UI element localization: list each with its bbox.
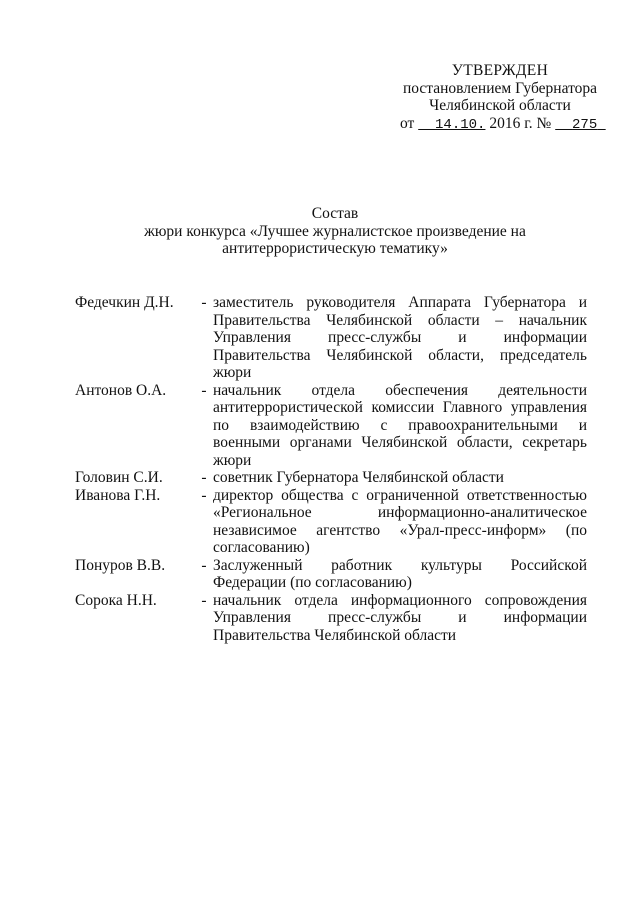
approval-authority: постановлением Губернатора	[402, 79, 598, 97]
approval-date-line	[400, 115, 600, 135]
approval-region: Челябинской области	[429, 97, 571, 114]
title-line-2: жюри конкурса «Лучшее журналистское произведение на	[144, 222, 526, 240]
member-name: Иванова Г.Н.	[75, 486, 161, 504]
member-row	[75, 487, 587, 557]
member-dash: -	[201, 294, 207, 311]
member-description: начальник отдела информационного сопровождения Управления пресс-службы и информации Правительства Челябинской области	[213, 591, 587, 644]
approval-stamp	[400, 62, 600, 134]
member-row	[75, 294, 587, 382]
date-prefix: от	[400, 114, 415, 132]
member-dash: -	[201, 591, 207, 609]
title-line-3: антитеррористическую тематику»	[222, 240, 448, 257]
member-description: директор общества с ограниченной ответственностью «Региональное информационно-аналитическое независимое агентство «Урал-пресс-информ» (по согласованию)	[213, 486, 587, 556]
title-line-1: Состав	[311, 205, 359, 222]
member-description: заместитель руководителя Аппарата Губернатора и Правительства Челябинской области – начальник Управления пресс-службы и информации Правительства Челябинской области, председатель жюри	[213, 294, 587, 381]
member-name: Антонов О.А.	[75, 381, 167, 399]
member-name: Сорока Н.Н.	[75, 591, 157, 609]
member-row	[75, 382, 587, 470]
member-row	[75, 592, 587, 645]
date-year: 2016 г. №	[489, 114, 552, 132]
member-name: Головин С.И.	[75, 469, 163, 486]
member-row	[75, 469, 587, 487]
member-dash: -	[201, 556, 207, 574]
member-description: Заслуженный работник культуры Российской Федерации (по согласованию)	[213, 556, 587, 591]
date-value: 14.10.	[435, 116, 486, 133]
member-dash: -	[201, 469, 207, 486]
member-description: начальник отдела обеспечения деятельности антитеррористической комиссии Главного управления по взаимодействию с правоохранительными и военными органами Челябинской области, секретарь жюри	[213, 381, 587, 469]
member-name: Понуров В.В.	[75, 556, 166, 574]
member-row	[75, 557, 587, 592]
document-number: 275	[572, 116, 598, 133]
document-title	[110, 205, 560, 258]
member-dash: -	[201, 486, 207, 504]
member-description: советник Губернатора Челябинской области	[213, 469, 504, 486]
member-name: Федечкин Д.Н.	[75, 294, 174, 311]
approval-heading: УТВЕРЖДЕН	[451, 62, 549, 79]
jury-members-list	[75, 294, 587, 644]
member-dash: -	[201, 381, 207, 399]
